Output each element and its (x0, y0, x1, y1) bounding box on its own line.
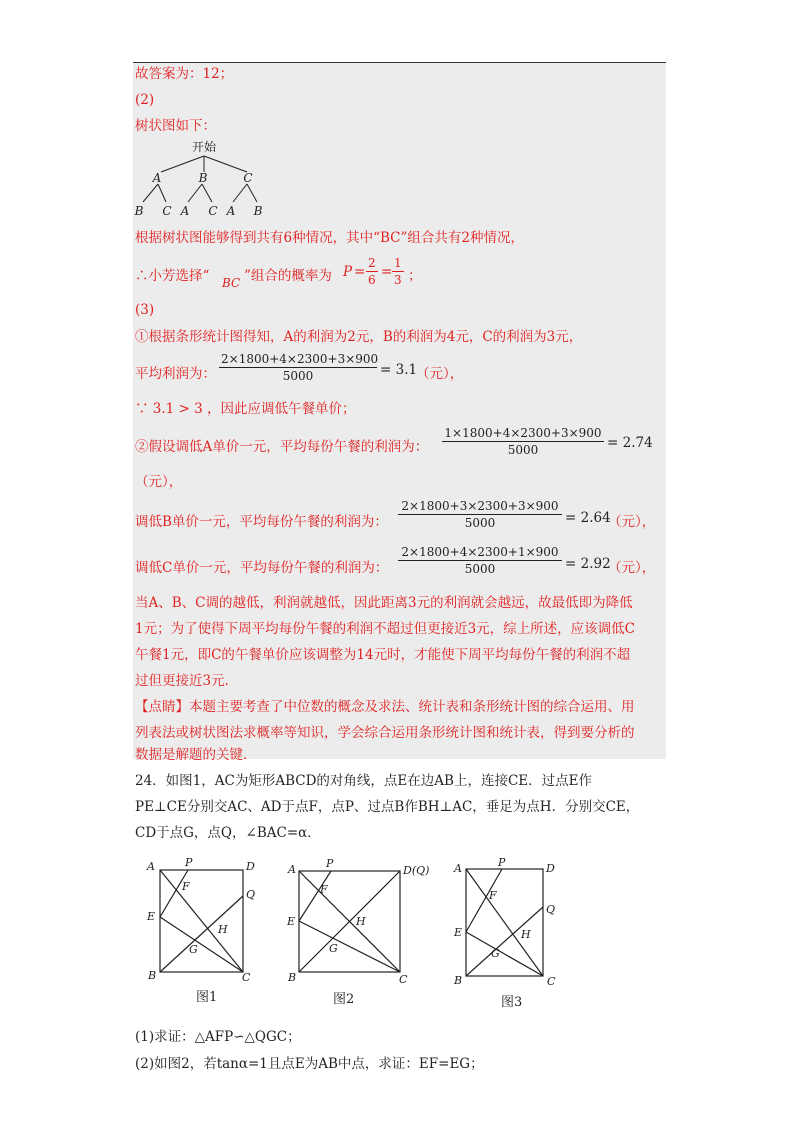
fig1-label-h: H (218, 923, 228, 936)
answer-line-17: 过但更接近3元． (135, 673, 239, 689)
fig1-label-q: Q (246, 888, 256, 901)
tree-root: 开始 (191, 140, 217, 154)
prob-frac-2-den: 3 (394, 273, 402, 287)
fig2-label-h: H (356, 915, 366, 928)
fig2-label-dq: D(Q) (403, 864, 430, 877)
answer-line-14: 当A、B、C调的越低，利润就越低，因此距离3元的利润就会越远，故最低即为降低 (135, 595, 633, 611)
avg-frac-den: 5000 (282, 369, 314, 383)
fig3-label-h: H (521, 928, 531, 941)
prob-bc: BC (222, 276, 241, 290)
prob-end: ； (408, 268, 422, 284)
tree-diagram (133, 138, 265, 220)
avg-result: = 3.1 (380, 362, 418, 378)
tree-l2-4: C (208, 204, 218, 218)
tree-intro: 树状图如下： (135, 118, 216, 134)
prob-frac-1-num: 2 (368, 256, 376, 270)
fig2-label-g: G (329, 942, 338, 955)
reduce-b-num: 2×1800+3×2300+3×900 (398, 499, 562, 515)
tree-l2-5: A (226, 204, 236, 218)
subquestion-1: (1)求证：△AFP∽△QGC； (135, 1029, 301, 1045)
prob-pre: ∴小芳选择“ (135, 268, 210, 284)
tree-l2-2: C (162, 204, 172, 218)
fig3-label-g: G (491, 947, 500, 960)
figure-3-caption: 图3 (501, 995, 523, 1010)
prob-p: P (343, 264, 353, 280)
fig1-label-d: D (246, 860, 255, 873)
fig3-label-q: Q (546, 903, 556, 916)
tree-l1-b: B (198, 171, 208, 185)
fig2-label-b: B (288, 971, 297, 984)
reduce-a-pre: ②假设调低A单价一元，平均每份午餐的利润为： (135, 439, 429, 455)
fig2-label-c: C (399, 973, 408, 986)
tree-l1-c: C (243, 171, 253, 185)
prob-eq1: = (354, 264, 366, 280)
avg-frac (219, 352, 377, 383)
figure-1-caption: 图1 (196, 990, 218, 1005)
avg-pre: 平均利润为： (135, 366, 216, 382)
answer-line-4: 根据树状图能够得到共有6种情况，其中“BC”组合共有2种情况， (135, 230, 524, 246)
fig3-label-c: C (547, 975, 556, 988)
answer-line-16: 午餐1元，即C的午餐单价应该调整为14元时，才能使下周平均每份午餐的利润不超 (135, 647, 631, 663)
fig3-label-p: P (498, 856, 506, 869)
reduce-c-num: 2×1800+4×2300+1×900 (398, 545, 562, 561)
comment-line-1: 【点睛】本题主要考查了中位数的概念及求法、统计表和条形统计图的综合运用、用 (135, 699, 635, 715)
figure-2-caption: 图2 (333, 992, 355, 1007)
reduce-c-unit: （元）， (608, 560, 656, 576)
avg-frac-num: 2×1800+4×2300+3×900 (221, 352, 379, 366)
figure-1 (142, 853, 270, 988)
answer-line-9: ∵ 3.1 > 3 ，因此应调低午餐单价； (135, 401, 356, 417)
answer-line-1: 故答案为：12； (135, 66, 234, 82)
answer-line-7: ①根据条形统计图得知，A的利润为2元，B的利润为4元，C的利润为3元， (135, 329, 583, 345)
prob-eq2: = (381, 264, 393, 280)
subquestion-2: (2)如图2，若tanα=1且点E为AB中点，求证：EF=EG； (135, 1056, 484, 1072)
fig1-label-b: B (148, 969, 157, 982)
reduce-c-den: 5000 (464, 562, 496, 576)
comment-line-2: 列表法或树状图法求概率等知识，学会综合运用条形统计图和统计表，得到要分析的 (135, 725, 635, 741)
figure-2 (284, 853, 436, 988)
reduce-a-num: 1×1800+4×2300+3×900 (442, 426, 604, 442)
reduce-c-frac (398, 545, 562, 576)
prob-frac-1-den: 6 (368, 273, 376, 287)
question-line-1: 24．如图1，AC为矩形ABCD的对角线，点E在边AB上，连接CE．过点E作 (135, 773, 592, 789)
reduce-c-pre: 调低C单价一元，平均每份午餐的利润为： (135, 560, 389, 576)
fig1-label-e: E (147, 910, 156, 923)
fig2-label-f: F (320, 883, 328, 896)
answer-line-15: 1元；为了使得下周平均每份午餐的利润不超过但更接近3元，综上所述，应该调低C (135, 621, 636, 637)
fig2-label-e: E (287, 915, 296, 928)
reduce-a-result: = 2.74 (607, 435, 653, 451)
figure-3 (450, 853, 570, 988)
question-line-2: PE⊥CE分别交AC、AD于点F，点P、过点B作BH⊥AC，垂足为点H．分别交CE， (135, 799, 640, 815)
top-rule (133, 62, 666, 63)
fig1-label-p: P (185, 856, 193, 869)
reduce-b-pre: 调低B单价一元，平均每份午餐的利润为： (135, 514, 388, 530)
fig1-label-f: F (182, 880, 190, 893)
question-line-3: CD于点G，点Q，∠BAC=α． (135, 825, 321, 841)
prob-mid: ”组合的概率为 (244, 268, 332, 284)
fig3-label-d: D (546, 862, 555, 875)
reduce-a-unit: （元）， (135, 474, 183, 490)
part-3-label: (3) (135, 302, 155, 318)
fig1-label-a: A (147, 860, 155, 873)
reduce-a-den: 5000 (507, 443, 539, 457)
tree-l2-1: B (134, 204, 144, 218)
reduce-b-den: 5000 (464, 516, 496, 530)
reduce-b-unit: （元）， (608, 514, 656, 530)
reduce-b-result: = 2.64 (565, 510, 611, 526)
fig3-label-a: A (454, 862, 462, 875)
fig2-label-p: P (326, 857, 334, 870)
reduce-c-result: = 2.92 (565, 556, 611, 572)
avg-unit: （元）， (416, 366, 464, 382)
reduce-b-frac (398, 499, 562, 530)
comment-line-3: 数据是解题的关键． (135, 747, 257, 763)
fig3-label-b: B (454, 974, 463, 987)
prob-frac-2 (392, 256, 404, 287)
fig1-label-g: G (189, 943, 198, 956)
fig1-label-c: C (242, 971, 251, 984)
fig2-label-a: A (288, 863, 296, 876)
reduce-a-frac (442, 426, 604, 457)
tree-l2-3: A (180, 204, 190, 218)
prob-frac-1 (366, 256, 378, 287)
part-2-label: (2) (135, 92, 155, 108)
fig3-label-e: E (454, 926, 463, 939)
prob-frac-2-num: 1 (394, 256, 402, 270)
tree-l2-6: B (253, 204, 263, 218)
tree-l1-a: A (152, 171, 162, 185)
fig3-label-f: F (489, 889, 497, 902)
